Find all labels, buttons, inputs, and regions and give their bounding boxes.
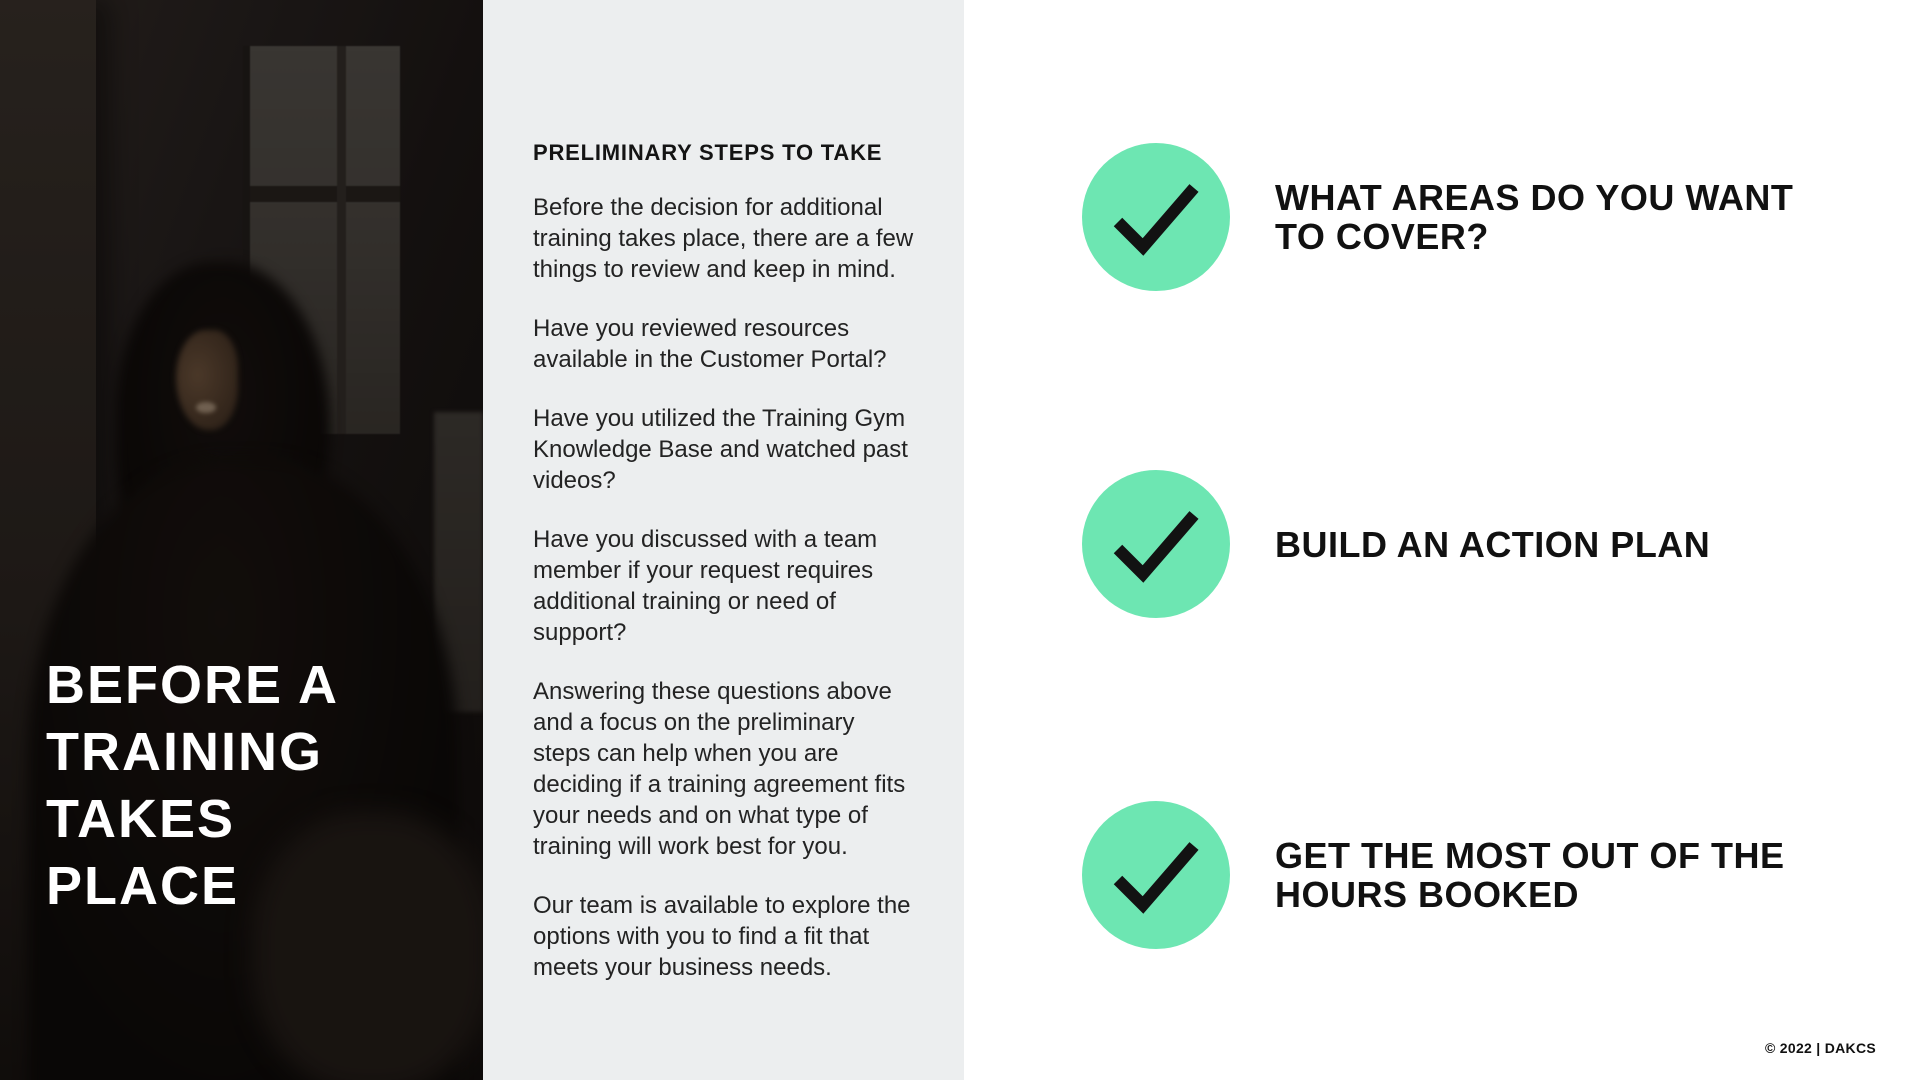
check-circle <box>1082 470 1230 618</box>
steps-paragraph: Answering these questions above and a focus on the preliminary steps can help when you are deciding if a training agreement fits your needs and on what type of training will work best for you. <box>533 678 906 860</box>
steps-paragraph: Our team is available to explore the options with you to find a fit that meets your business needs. <box>533 892 911 981</box>
checklist-item <box>1082 801 1785 949</box>
checkmark-icon <box>1110 836 1202 914</box>
preliminary-steps-panel <box>483 0 964 1080</box>
slide-title-line: TRAINING <box>46 722 323 782</box>
checklist-label-line: HOURS BOOKED <box>1275 874 1580 915</box>
steps-paragraph: Have you discussed with a team member if your request requires additional training or need of support? <box>533 526 878 646</box>
checklist-item-label <box>1275 836 1785 914</box>
checklist-label-line: WHAT AREAS DO YOU WANT <box>1275 177 1794 218</box>
checklist-item <box>1082 143 1793 291</box>
steps-paragraph: Have you reviewed resources available in the Customer Portal? <box>533 315 887 373</box>
steps-paragraph: Before the decision for additional training takes place, there are a few things to review and keep in mind. <box>533 194 914 283</box>
slide-title-line: TAKES <box>46 789 236 849</box>
checklist-item-label <box>1275 178 1793 256</box>
check-circle <box>1082 143 1230 291</box>
checklist-item <box>1082 470 1710 618</box>
checkmark-icon <box>1110 178 1202 256</box>
photo-panel <box>0 0 483 1080</box>
checkmark-icon <box>1110 505 1202 583</box>
checklist-label-line: TO COVER? <box>1275 216 1489 257</box>
check-circle <box>1082 801 1230 949</box>
slide-title <box>46 652 339 920</box>
slide-title-line: PLACE <box>46 856 240 916</box>
checklist-label-line: BUILD AN ACTION PLAN <box>1275 523 1711 565</box>
steps-paragraph: Have you utilized the Training Gym Knowledge Base and watched past videos? <box>533 405 908 494</box>
checklist-label-line: GET THE MOST OUT OF THE <box>1275 835 1785 876</box>
copyright-text: © 2022 | DAKCS <box>1764 1040 1876 1056</box>
steps-paragraphs <box>533 192 918 983</box>
checklist-item-label <box>1275 525 1710 564</box>
steps-heading: PRELIMINARY STEPS TO TAKE <box>533 140 883 165</box>
slide-title-line: BEFORE A <box>46 655 340 715</box>
